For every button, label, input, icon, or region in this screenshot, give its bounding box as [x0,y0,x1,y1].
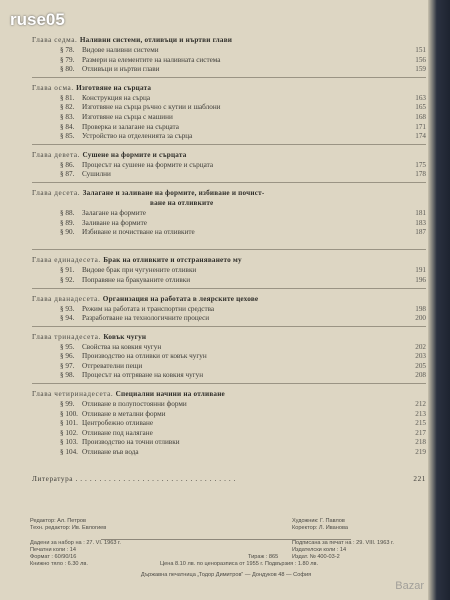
toc-entry: § 102. Отливане под налягане 217 [60,428,426,437]
toc-entry: § 91. Видове брак при чугунените отливки 191 [60,266,426,275]
divider [32,249,426,250]
toc-entry: § 104. Отливане във вода 219 [60,448,426,457]
divider [32,144,426,145]
divider [32,288,426,289]
divider [32,77,426,78]
divider [32,383,426,384]
toc-entry: § 88. Залагане на формите 181 [60,208,426,217]
site-logo: ruse05 [10,10,65,29]
chapter-heading: Глава дванадесета. Организация на работата в леярските цехове [32,294,259,303]
chapter-heading: Глава седма. Наливни системи, отливъци и нъртви глави [32,36,233,44]
imprint-block [30,518,422,579]
toc-entry: § 85. Устройство на отделенията за сърца 174 [60,132,426,141]
imprint-row: Книжно тяло : 6.30 лв. Цена 8.10 лв. по ценоразписа от 1955 г. Подвързия : 1.80 лв. [30,561,319,568]
toc-entry [32,458,426,468]
toc-entry: § 84. Проверка и залагане на сърцата 171 [60,122,426,131]
divider [32,326,426,327]
divider [32,182,426,183]
toc-entry: § 86. Процесът на сушене на формите и сърцата 175 [60,160,426,169]
imprint-row: Техн. редактор: Ив. Евлогиев Коректор: Л. Иванова [30,525,348,532]
toc-entry: § 100. Отливане в метални форми 213 [60,409,426,418]
watermark-logo: Bazar [395,580,424,592]
toc-entry: § 89. Заливане на формите 183 [60,218,426,227]
toc-entry: § 87. Сушилни 178 [60,170,426,179]
toc-entry: § 95. Свойства на ковкия чугун 202 [60,342,426,351]
literature-entry: Литература . . . . . . . . . . . . . . . . . . . . . . . . . . . . . . . . . . 221 [32,475,426,484]
toc-entry: § 81. Конструкция на сърца 163 [60,93,426,102]
toc-entry: § 94. Разработване на технологичните процеси 200 [60,314,426,323]
toc-entry: § 101. Центробежно отливане 215 [60,419,426,428]
printer-line: Държавна печатница „Тодор Димитров“ — Дондуков 48 — София [140,571,312,578]
chapter-heading: Глава четиринадесета. Специални начини на отливане [32,390,225,399]
toc-entry: § 98. Процесът на отгряване на ковкия чугун 208 [60,371,426,380]
toc-entry: § 82. Изготвяне на сърца ръчно с кутии и шаблони 165 [60,103,426,112]
toc-entry: § 83. Изготвяне на сърца с машини 168 [60,112,426,121]
imprint-row: Дадени за набор на : 27. VI. 1963 г. Подписана за печат на : 29. VIII. 1963 г. [30,539,394,546]
toc-entry: § 92. Поправяне на бракуваните отливки 196 [60,275,426,284]
table-of-contents [32,36,426,485]
book-spine [428,0,450,600]
toc-entry: § 103. Производство на точни отливки 218 [60,438,426,447]
toc-entry: § 79. Размери на елементите на наливната система 156 [60,55,426,64]
chapter-heading: Глава девета. Сушене на формите и сърцата [32,150,187,159]
imprint-row: Формат : 60/90/16 Тираж : 865 Издат. № 400-03-2 [30,554,340,561]
chapter-heading: Глава десета. Залагане и заливане на формите, избиване и почист- ване на отливките [32,188,265,207]
imprint-row: Редактор: Ал. Петров Художник: Г. Павлов [30,518,345,524]
toc-entry: § 96. Производство на отливки от ковък чугун 203 [60,352,426,361]
imprint-row: Печатни коли : 14 Издателски коли : 14 [30,546,347,553]
toc-entry: § 90. Избиване и почистване на отливките 187 [60,228,426,237]
chapter-heading: Глава единадесета. Брак на отливките и отстраняването му [32,256,242,265]
toc-entry [32,238,426,248]
toc-entry: § 97. Отгревателни пещи 205 [60,361,426,370]
toc-entry: § 80. Отливъци и нъртви глави 159 [60,65,426,74]
toc-entry: § 93. Режим на работата и транспортни средства 198 [60,304,426,313]
chapter-heading: Глава тринадесета. Ковък чугун [32,332,147,341]
toc-entry: § 78. Видове наливни системи 151 [60,46,426,54]
chapter-heading: Глава осма. Изготвяне на сърцата [32,83,152,92]
toc-entry: § 99. Отливане в полупостоянни форми 212 [60,400,426,409]
